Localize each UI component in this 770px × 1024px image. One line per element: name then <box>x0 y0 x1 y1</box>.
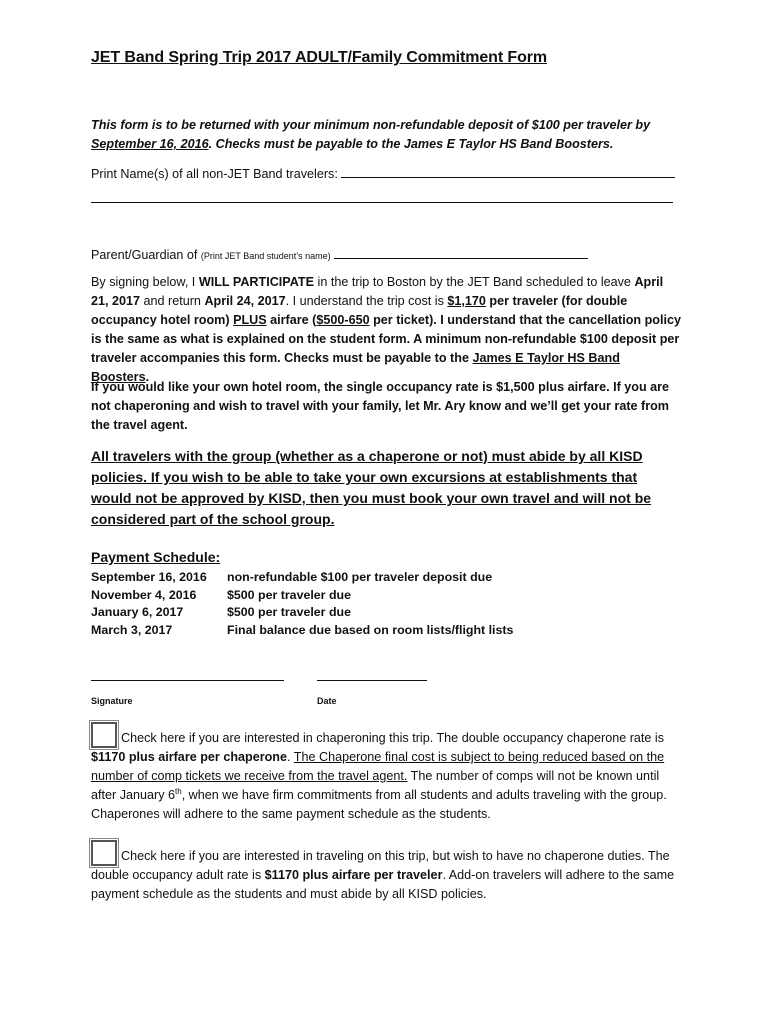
signature-field[interactable] <box>91 680 284 681</box>
schedule-row: September 16, 2016 non-refundable $100 per traveler deposit due <box>91 570 493 584</box>
guardian-label: Parent/Guardian of <box>91 248 198 262</box>
signature-label: Signature <box>91 696 133 706</box>
schedule-row: January 6, 2017 $500 per traveler due <box>91 605 351 619</box>
payment-schedule-heading: Payment Schedule: <box>91 549 221 565</box>
form-title: JET Band Spring Trip 2017 ADULT/Family Commitment Form <box>91 49 547 66</box>
commitment-paragraph: By signing below, I WILL PARTICIPATE in the trip to Boston by the JET Band scheduled to leave April 21, 2017 and return April 24, 2017. I understand the trip cost is $1,170 per traveler (for double occupancy hotel room) PLUS airfare ($500-650 per ticket). I understand that the cancellation policy is the same as what is explained on the student form. A minimum non-refundable $100 deposit per traveler accompanies this form. Checks must be payable to the James E Taylor HS Band Boosters. <box>91 275 682 384</box>
print-names-field-line-2[interactable] <box>91 202 673 203</box>
guardian-hint: (Print JET Band student’s name) <box>200 251 331 261</box>
single-room-paragraph: If you would like your own hotel room, the single occupancy rate is $1,500 plus airfare. If you are not chaperoning and wish to travel with your family, let Mr. Ary know and we’ll get your rate from the travel agent. <box>91 380 670 432</box>
print-names-label: Print Name(s) of all non-JET Band travelers: <box>91 167 338 181</box>
chaperone-checkbox[interactable] <box>91 722 117 748</box>
schedule-row: November 4, 2016 $500 per traveler due <box>91 587 351 602</box>
no-duties-checkbox[interactable] <box>91 840 117 866</box>
intro-paragraph: This form is to be returned with your minimum non-refundable deposit of $100 per traveler by September 16, 2016. Checks must be payable to the James E Taylor HS Band Boosters. <box>91 118 651 151</box>
chaperone-paragraph: Check here if you are interested in chaperoning this trip. The double occupancy chaperone rate is $1170 plus airfare per chaperone. The Chaperone final cost is subject to being reduced based on the number of comp tickets we receive from the travel agent. The number of comps will not be known until after January 6th, when we have firm commitments from all students and adults traveling with the group. Chaperones will adhere to the same payment schedule as the students. <box>91 722 681 824</box>
print-names-field[interactable] <box>341 163 675 178</box>
policy-paragraph: All travelers with the group (whether as a chaperone or not) must abide by all KISD policies. If you wish to be able to take your own excursions at establishments that would not be approved by KISD, then you must book your own travel and will not be considered part of the school group. <box>91 448 652 527</box>
schedule-row: March 3, 2017 Final balance due based on room lists/flight lists <box>91 622 514 637</box>
date-label: Date <box>317 696 337 706</box>
guardian-row <box>91 244 681 266</box>
payment-schedule <box>91 568 681 638</box>
print-names-row <box>91 163 681 184</box>
student-name-field[interactable] <box>334 244 588 259</box>
deposit-due-date: September 16, 2016 <box>91 137 209 151</box>
date-field[interactable] <box>317 680 427 681</box>
no-duties-paragraph: Check here if you are interested in traveling on this trip, but wish to have no chaperone duties. The double occupancy adult rate is $1170 plus airfare per traveler. Add-on travelers will adhere to the same payment schedule as the students and must abide by all KISD policies. <box>91 840 681 904</box>
